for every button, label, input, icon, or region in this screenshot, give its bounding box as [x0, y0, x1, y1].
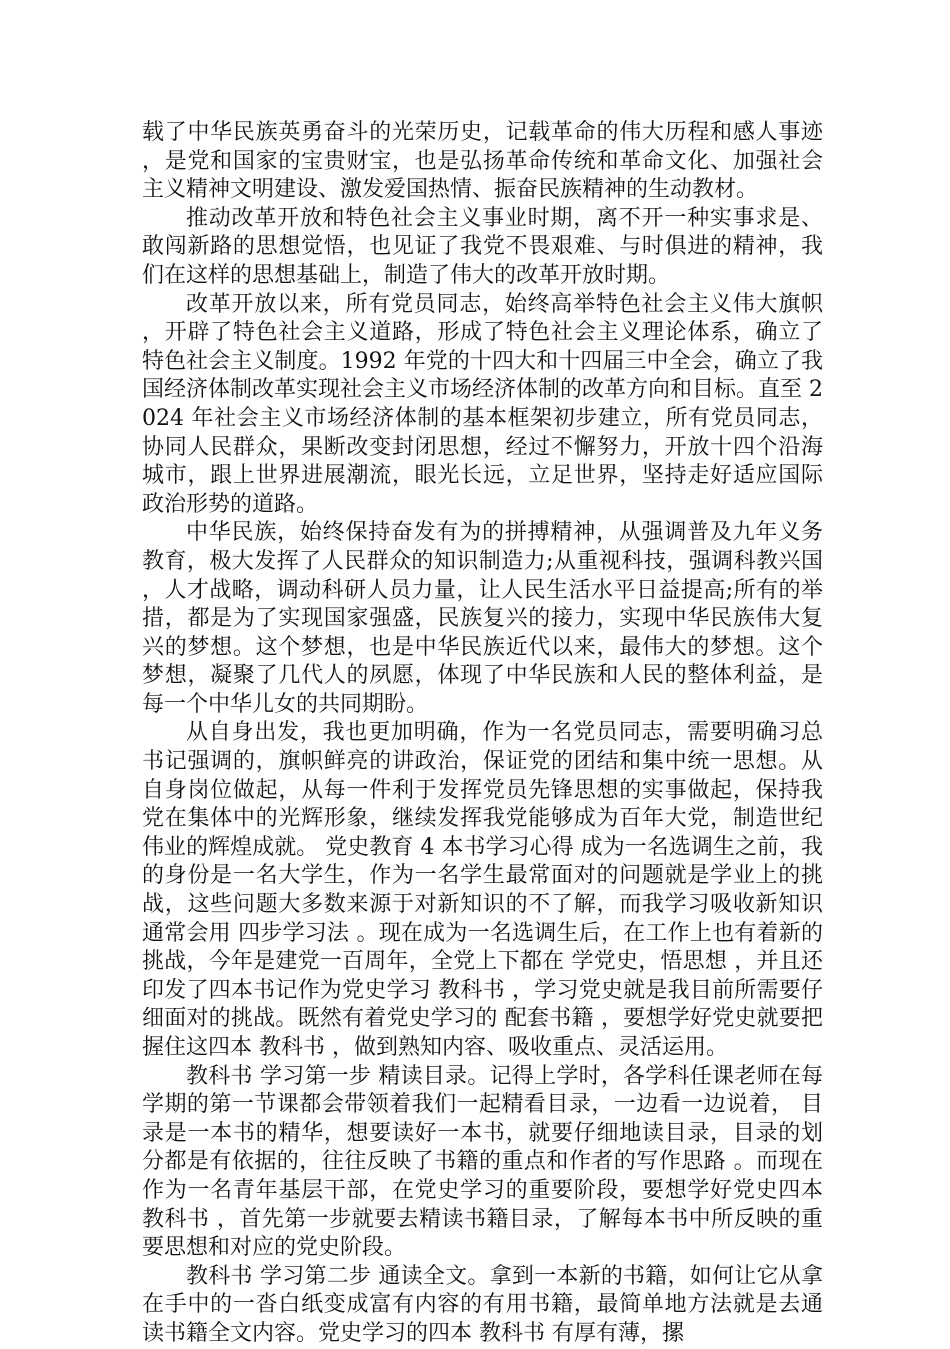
paragraph-4: 中华民族，始终保持奋发有为的拼搏精神，从强调普及九年义务教育，极大发挥了人民群众的知识制造力;从重视科技，强调科教兴国，人才战略，调动科研人员力量，让人民生活水平日益提高;所有的举措，都是为了实现国家强盛，民族复兴的接力，实现中华民族伟大复兴的梦想。这个梦想，也是中华民族近代以来，最伟大的梦想。这个梦想，凝聚了几代人的夙愿，体现了中华民族和人民的整体利益，是每一个中华儿女的共同期盼。 — [142, 520, 823, 717]
paragraph-1: 载了中华民族英勇奋斗的光荣历史，记载革命的伟大历程和感人事迹，是党和国家的宝贵财宝，也是弘扬革命传统和革命文化、加强社会主义精神文明建设、激发爱国热情、振奋民族精神的生动教材。 — [142, 120, 823, 203]
document-page — [142, 119, 823, 1349]
paragraph-5: 从自身出发，我也更加明确，作为一名党员同志，需要明确习总书记强调的，旗帜鲜亮的讲政治，保证党的团结和集中统一思想。从自身岗位做起，从每一件利于发挥党员先锋思想的实事做起，保持我党在集体中的光辉形象，继续发挥我党能够成为百年大党，制造世纪伟业的辉煌成就。 党史教育 4 本书学习心得 成为一名选调生之前，我的身份是一名大学生，作为一名学生最常面对的问题就是学业上的挑战，这些问题大多数来源于对新知识的不了解，而我学习吸收新知识通常会用 四步学习法 。现在成为一名选调生后，在工作上也有着新的挑战，今年是建党一百周年，全党上下都在 学党史，悟思想 ，并且还印发了四本书记作为党史学习 教科书 ，学习党史就是我目前所需要仔细面对的挑战。既然有着党史学习的 配套书籍 ，要想学好党史就要把握住这四本 教科书 ，做到熟知内容、吸收重点、灵活运用。 — [142, 720, 823, 1060]
paragraph-7: 教科书 学习第二步 通读全文。拿到一本新的书籍，如何让它从拿在手中的一沓白纸变成富有内容的有用书籍，最简单地方法就是去通读书籍全文内容。党史学习的四本 教科书 有厚有薄，摞 — [142, 1263, 823, 1346]
paragraph-6: 教科书 学习第一步 精读目录。记得上学时，各学科任课老师在每学期的第一节课都会带领着我们一起精看目录，一边看一边说着， 目录是一本书的精华，想要读好一本书，就要仔细地读目录，目录的划分都是有依据的，往往反映了书籍的重点和作者的写作思路 。而现在作为一名青年基层干部，在党史学习的重要阶段，要想学好党史四本 教科书 ，首先第一步就要去精读书籍目录，了解每本书中所反映的重要思想和对应的党史阶段。 — [142, 1063, 823, 1261]
paragraph-2: 推动改革开放和特色社会主义事业时期，离不开一种实事求是、敢闯新路的思想觉悟，也见证了我党不畏艰难、与时俱进的精神，我们在这样的思想基础上，制造了伟大的改革开放时期。 — [142, 205, 823, 288]
paragraph-3: 改革开放以来，所有党员同志，始终高举特色社会主义伟大旗帜，开辟了特色社会主义道路，形成了特色社会主义理论体系，确立了特色社会主义制度。1992 年党的十四大和十四届三中全会，确立了我国经济体制改革实现社会主义市场经济体制的改革方向和目标。直至 2024 年社会主义市场经济体制的基本框架初步建立，所有党员同志，协同人民群众，果断改变封闭思想，经过不懈努力，开放十四个沿海城市，跟上世界进展潮流，眼光长远，立足世界，坚持走好适应国际政治形势的道路。 — [142, 291, 823, 517]
